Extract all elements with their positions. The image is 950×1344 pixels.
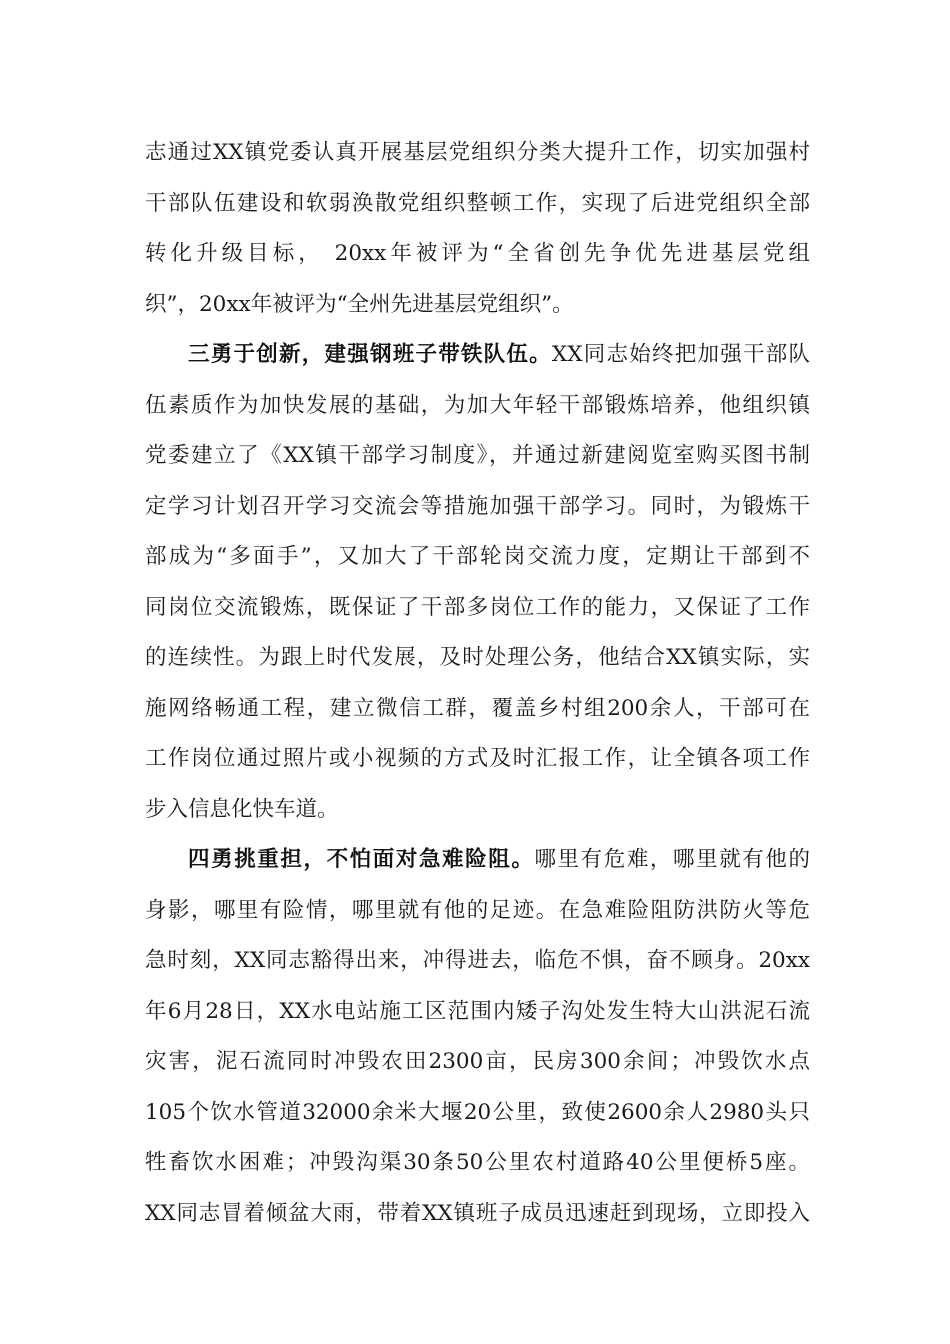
text-line: 年6月28日，XX水电站施工区范围内矮子沟处发生特大山洪泥石流 — [145, 998, 810, 1024]
text-line: 定学习计划召开学习交流会等措施加强干部学习。同时，为锻炼干 — [145, 493, 810, 519]
text-line: 的连续性。为跟上时代发展，及时处理公务，他结合XX镇实际，实 — [145, 645, 810, 670]
text-line: 干部队伍建设和软弱涣散党组织整顿工作，实现了后进党组织全部 — [145, 190, 810, 216]
text-line: 转化升级目标， 20xx年被评为“全省创先争优先进基层党组 — [145, 241, 810, 266]
text-line: 工作岗位通过照片或小视频的方式及时汇报工作，让全镇各项工作 — [145, 746, 810, 771]
text-line: 步入信息化快车道。 — [145, 796, 339, 822]
text-line — [145, 835, 810, 886]
text-line: 党委建立了《XX镇干部学习制度》，并通过新建阅览室购买图书制 — [145, 443, 810, 468]
text-line: 织”，20xx年被评为“全州先进基层党组织”。 — [145, 291, 574, 317]
text-run: 哪里有危难，哪里就有他的 — [534, 847, 810, 872]
text-run: XX同志始终把加强干部队 — [551, 342, 810, 367]
text-line: 急时刻，XX同志豁得出来，冲得进去，临危不惧，奋不顾身。20xx — [145, 948, 810, 973]
paragraph-3 — [145, 835, 810, 1239]
paragraph-heading: 三勇于创新，建强钢班子带铁队伍。 — [188, 342, 552, 367]
text-line: 牲畜饮水困难；冲毁沟渠30条50公里农村道路40公里便桥5座。 — [145, 1150, 810, 1175]
document-body — [145, 128, 810, 1239]
text-line: 施网络畅通工程，建立微信工群，覆盖乡村组200余人，干部可在 — [145, 695, 810, 721]
text-line: 105个饮水管道32000余米大堰20公里，致使2600余人2980头只 — [145, 1099, 810, 1125]
text-line: 志通过XX镇党委认真开展基层党组织分类大提升工作，切实加强村 — [145, 140, 810, 165]
text-line: 身影，哪里有险情，哪里就有他的足迹。在急难险阻防洪防火等危 — [145, 897, 810, 923]
text-line: 灾害，泥石流同时冲毁农田2300亩，民房300余间；冲毁饮水点 — [145, 1049, 810, 1074]
paragraph-heading: 四勇挑重担，不怕面对急难险阻。 — [188, 847, 535, 872]
text-line — [145, 330, 810, 381]
text-line: XX同志冒着倾盆大雨，带着XX镇班子成员迅速赶到现场，立即投入 — [145, 1200, 810, 1226]
text-line: 同岗位交流锻炼，既保证了干部多岗位工作的能力，又保证了工作 — [145, 594, 810, 620]
paragraph-2 — [145, 330, 810, 835]
paragraph-1 — [145, 128, 810, 330]
text-line: 伍素质作为加快发展的基础，为加大年轻干部锻炼培养，他组织镇 — [145, 392, 810, 418]
text-line: 部成为“多面手”，又加大了干部轮岗交流力度，定期让干部到不 — [145, 544, 810, 569]
